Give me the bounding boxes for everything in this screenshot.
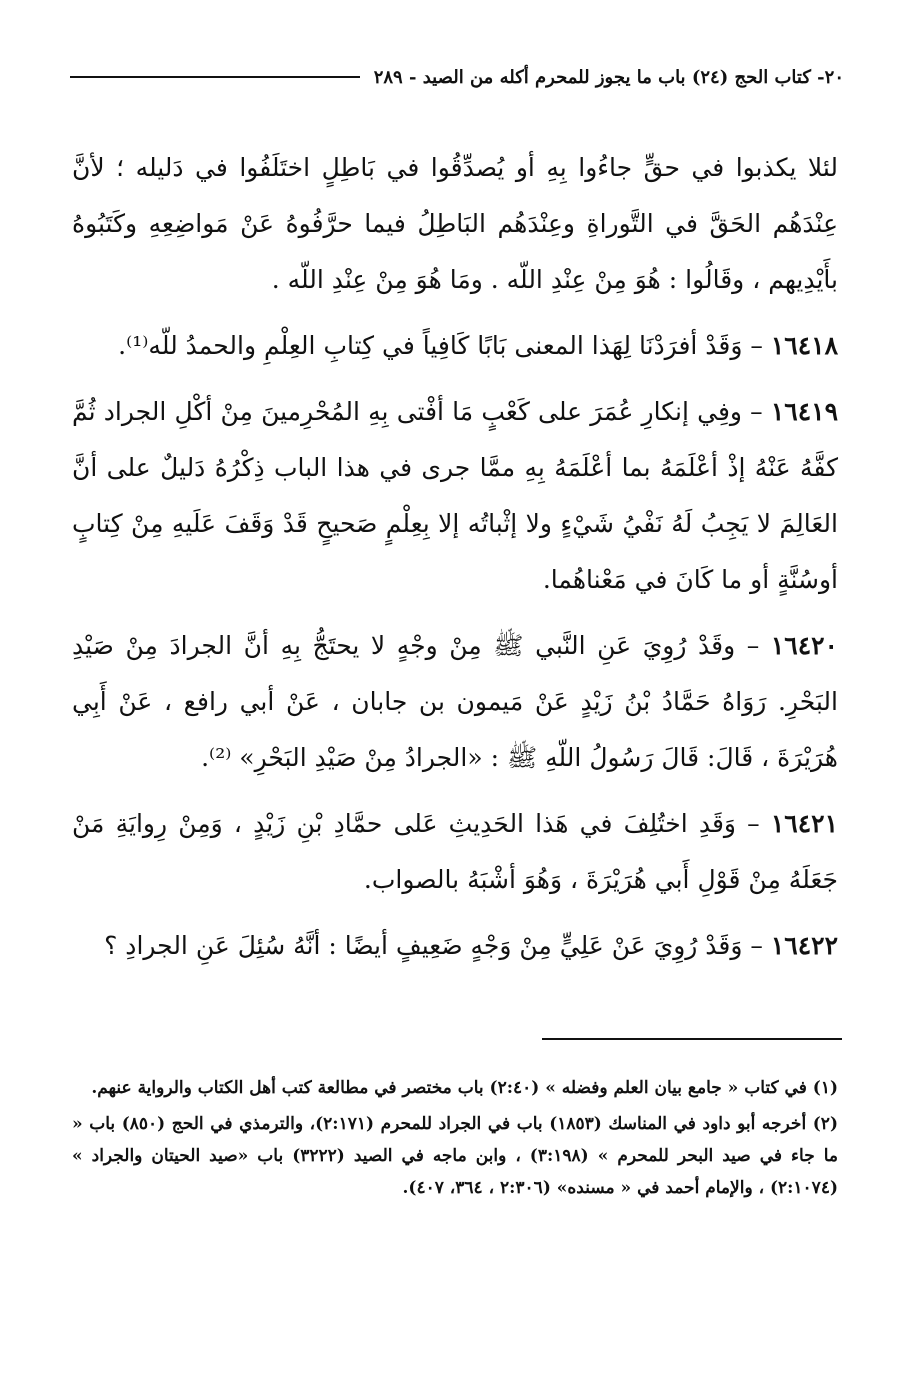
paragraph-number: ١٦٤١٨ (770, 331, 838, 360)
paragraph-text: – وَقَدْ أفرَدْنَا لِهَذا المعنى بَابًا كَافِياً في كِتابِ العِلْمِ والحمدُ للّه⁽¹⁾. (118, 331, 763, 360)
paragraph-number: ١٦٤٢٠ (770, 631, 838, 660)
footnote-1: (١) في كتاب « جامع بيان العلم وفضله » (٢:٤٠) باب مختصر في مطالعة كتب أهل الكتاب والرواية عنهم. (91, 1078, 838, 1098)
paragraph-text: – وَقَدِ اختُلِفَ في هَذا الحَدِيثِ عَلى حمَّادِ بْنِ زَيْدٍ ، وَمِنْ رِوايَةِ مَنْ جَعَلَهُ مِنْ قَوْلِ أَبي هُرَيْرَةَ ، وَهُوَ أشْبَهُ بالصواب. (72, 809, 838, 894)
main-text (72, 140, 838, 984)
paragraph-text: – وفِي إنكارِ عُمَرَ على كَعْبٍ مَا أفْتى بِهِ المُحْرِمينَ مِنْ أكْلِ الجراد ثُمَّ كفَّهُ عَنْهُ إذْ أعْلَمَهُ بما أعْلَمَهُ بِهِ ممَّا جرى في هذا الباب ذِكْرُهُ دَليلٌ على أنَّ العَالِمَ لا يَجِبُ لَهُ نَفْيُ شَيْءٍ ولا إثْباتُه إلا بِعِلْمٍ صَحيحٍ قَدْ وَقَفَ عَلَيهِ مِنْ كِتابٍ أوسُنَّةٍ أو ما كَانَ في مَعْناهُما. (72, 397, 838, 594)
paragraph-16419 (72, 384, 838, 608)
paragraph-number: ١٦٤٢٢ (770, 931, 838, 960)
running-header (70, 62, 844, 92)
paragraph-16422 (72, 918, 838, 974)
footnote-2: (٢) أخرجه أبو داود في المناسك (١٨٥٣) باب في الجراد للمحرم (٢:١٧١)، والترمذي في الحج (٨٥٠) باب « ما جاء في صيد البحر للمحرم » (٣:١٩٨) ، وابن ماجه في الصيد (٣٢٢٢) باب «صيد الحيتان والجراد » (٢:١٠٧٤) ، والإمام أحمد في « مسنده» (٢:٣٠٦ ، ٣٦٤، ٤٠٧). (72, 1114, 838, 1198)
paragraph-number: ١٦٤١٩ (770, 397, 838, 426)
paragraph-text: – وقَدْ رُوِيَ عَنِ النَّبي ﷺ مِنْ وجْهٍ لا يحتَجُّ بِهِ أنَّ الجرادَ مِنْ صَيْدِ البَحْرِ. رَوَاهُ حَمَّادُ بْنُ زَيْدٍ عَنْ مَيمون بن جابان ، عَنْ أبي رافع ، عَنْ أَبِي هُرَيْرَةَ ، قَالَ: قَالَ رَسُولُ اللّهِ ﷺ : «الجرادُ مِنْ صَيْدِ البَحْرِ» ⁽²⁾. (72, 631, 838, 772)
footnote-separator (542, 1038, 842, 1040)
paragraph-16421 (72, 796, 838, 908)
running-header-title: ٢٠- كتاب الحج (٢٤) باب ما يجوز للمحرم أكله من الصيد - ٢٨٩ (373, 66, 844, 88)
continuation-paragraph: لئلا يكذبوا في حقٍّ جاءُوا بِهِ أو يُصدِّقُوا في بَاطِلٍ اختَلَفُوا في دَليله ؛ لأنَّ عِنْدَهُم الحَقَّ في التَّوراةِ وعِنْدَهُم البَاطِلُ فيما حرَّفُوهُ عَنْ مَواضِعِهِ وكَتَبُوهُ بأَيْدِيهم ، وقَالُوا : هُوَ مِنْ عِنْدِ اللّه . ومَا هُوَ مِنْ عِنْدِ اللّه . (72, 153, 838, 294)
paragraph-16418 (72, 318, 838, 374)
paragraph-number: ١٦٤٢١ (770, 809, 838, 838)
footnotes (72, 1072, 838, 1208)
paragraph-16420 (72, 618, 838, 786)
header-rule (70, 76, 360, 78)
paragraph-text: – وَقَدْ رُوِيَ عَنْ عَلِيٍّ مِنْ وَجْهٍ ضَعِيفٍ أيضًا : أنَّهُ سُئِلَ عَنِ الجرادِ ؟ (104, 931, 763, 960)
